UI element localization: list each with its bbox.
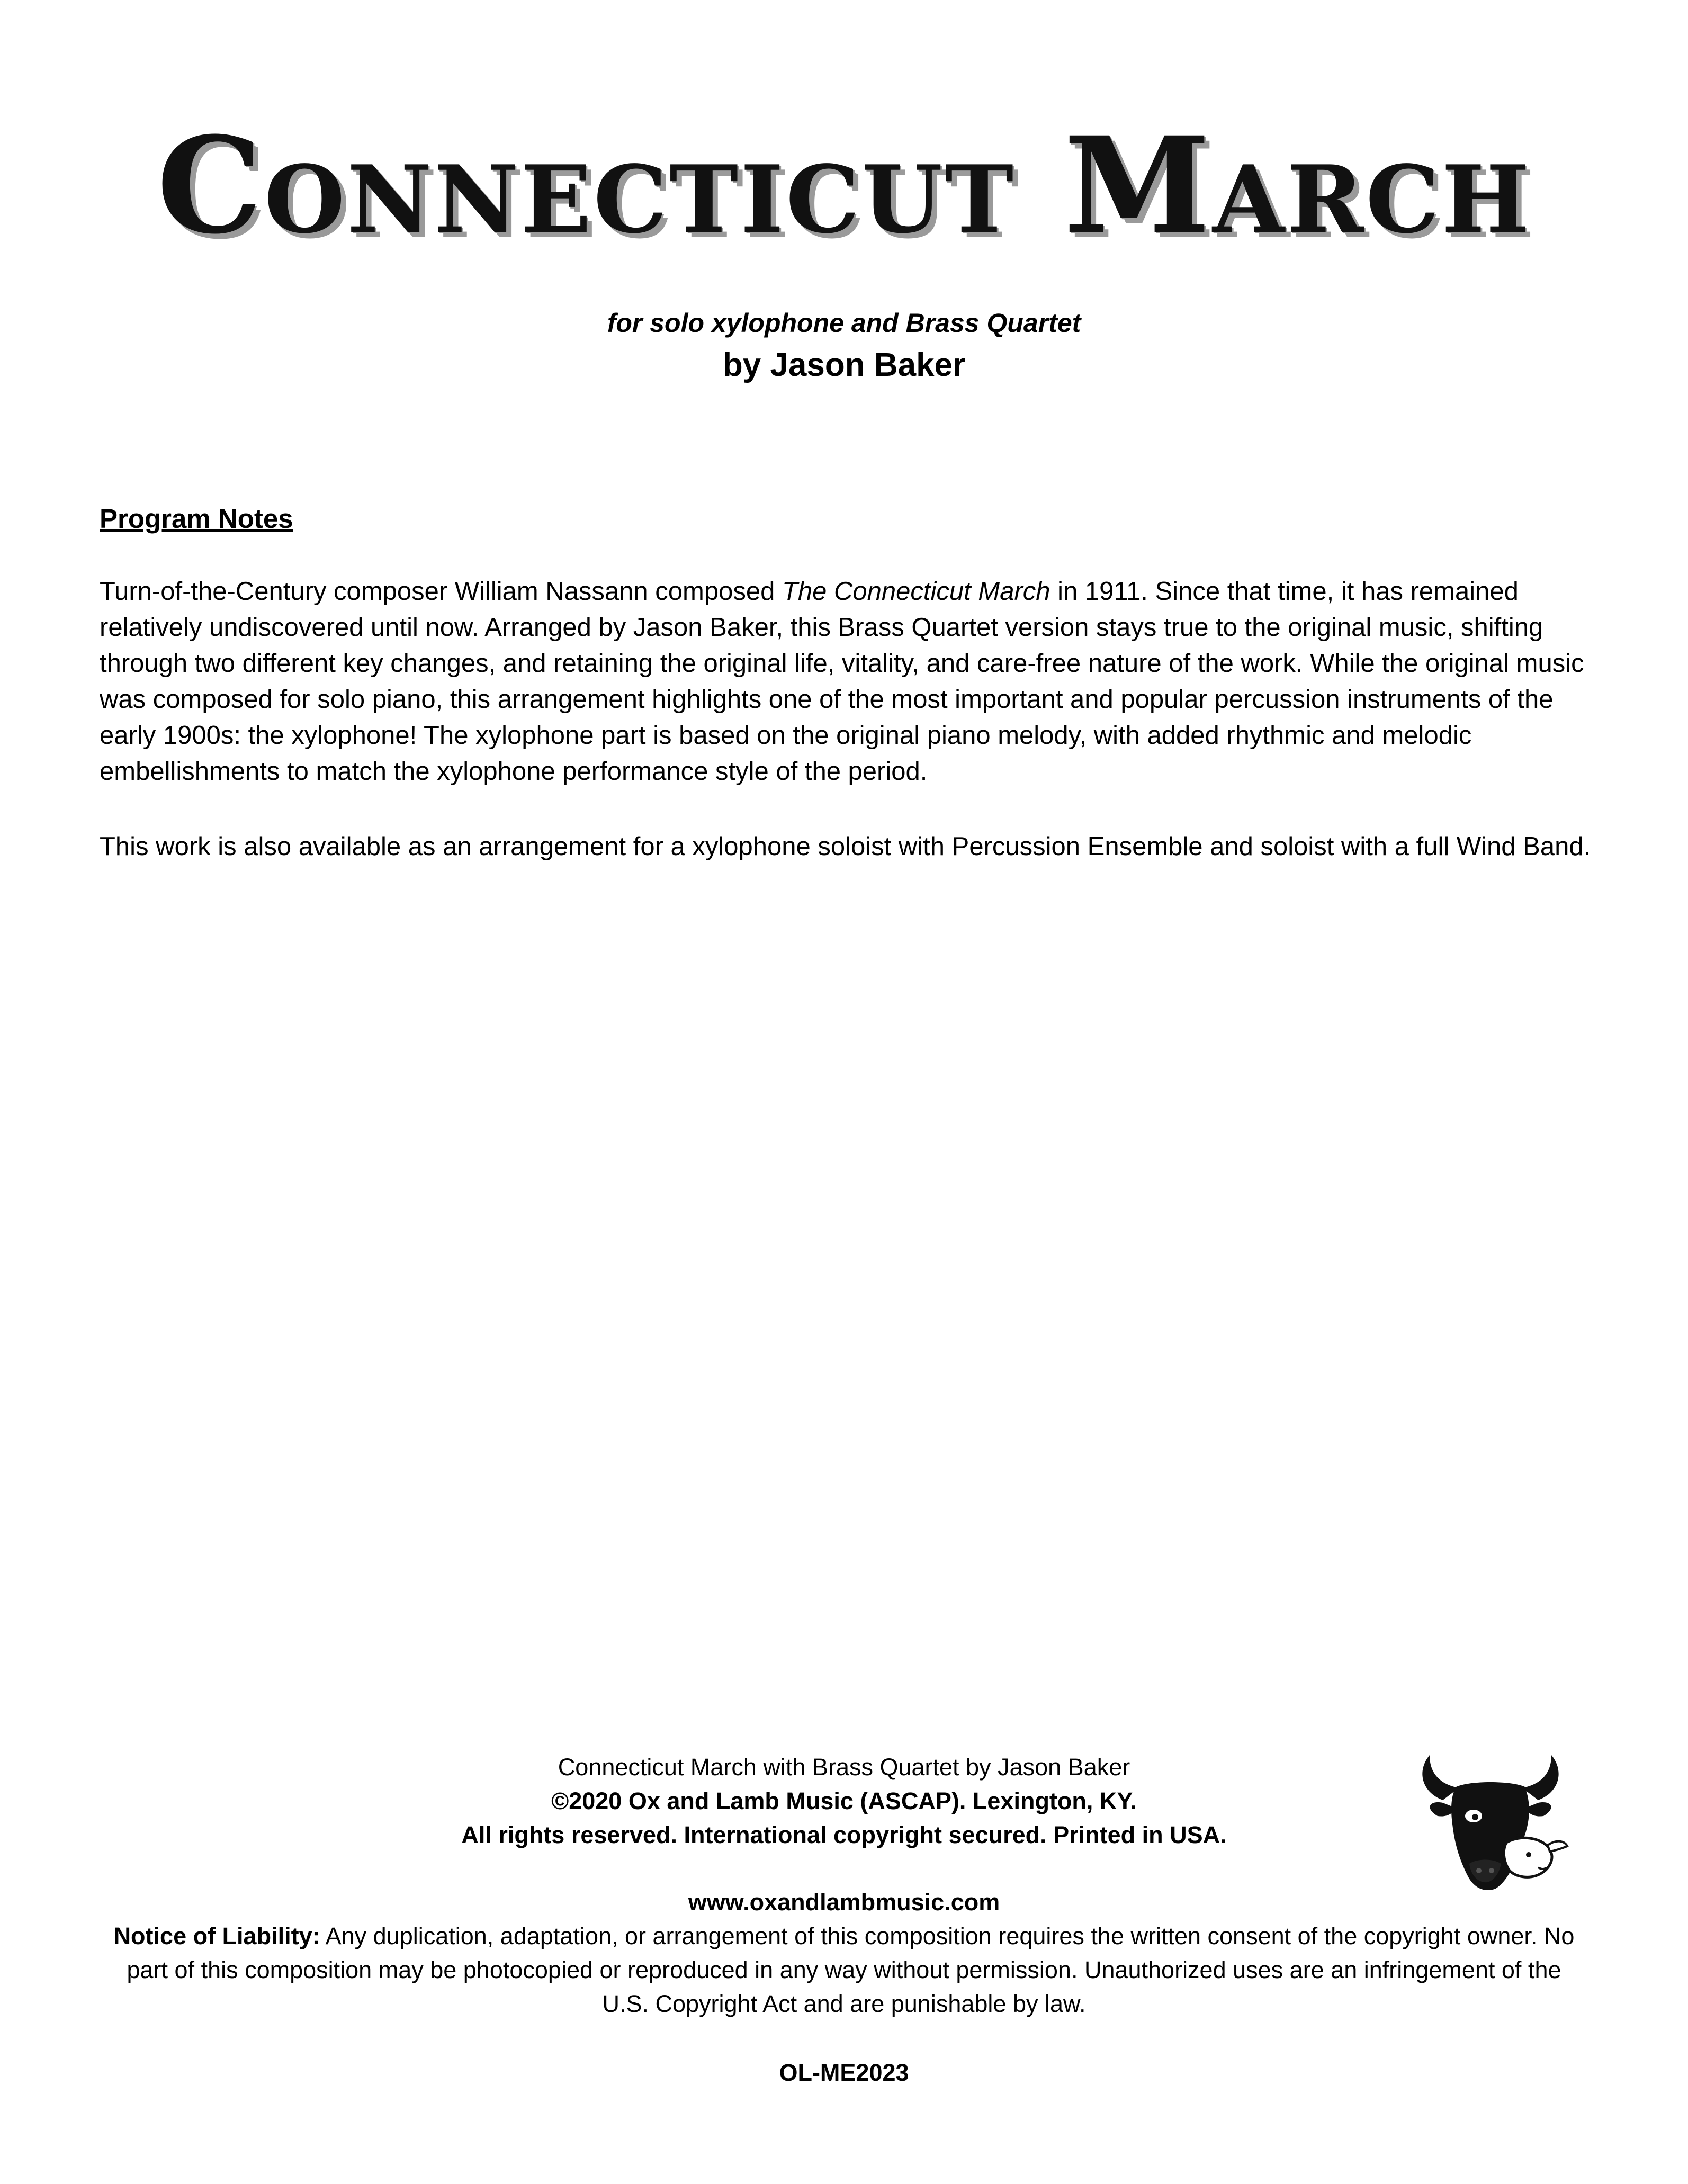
footer-notice-of-liability [106, 1919, 1582, 2021]
paragraph-2-text: This work is also available as an arrangement for a xylophone soloist with Percussion Ensemble and soloist with a full Wind Band. [100, 832, 1591, 861]
catalog-number: OL-ME2023 [779, 2059, 909, 2086]
ox-and-lamb-logo-icon [1406, 1750, 1575, 1898]
paragraph-1-text-start: Turn-of-the-Century composer William Nassann composed [100, 577, 782, 606]
notice-label: Notice of Liability: [113, 1922, 320, 1949]
footer-credit-line: Connecticut March with Brass Quartet by Jason Baker [558, 1754, 1130, 1781]
page-title: Connecticut March [157, 107, 1531, 263]
piece-title-italic: The Connecticut March [782, 577, 1050, 606]
program-notes-paragraph-1 [100, 573, 1598, 789]
author-line: by Jason Baker [722, 347, 966, 383]
footer-rights-line: All rights reserved. International copyright secured. Printed in USA. [461, 1821, 1227, 1848]
paragraph-1-text-end: in 1911. Since that time, it has remained relatively undiscovered until now. Arranged by Jason Baker, this Brass Quartet version stays true to the original music, shifting through two different key changes, and retaining the original life, vitality, and care-free nature of the work. While the original music was composed for solo piano, this arrangement highlights one of the most important and popular percussion instruments of the early 1900s: the xylophone! The xylophone part is based on the original piano melody, with added rhythmic and melodic embellishments to match the xylophone performance style of the period. [100, 577, 1584, 786]
notice-text: Any duplication, adaptation, or arrangement of this composition requires the written consent of the copyright owner. No part of this composition may be photocopied or reproduced in any way without permission. Unauthorized uses are an infringement of the U.S. Copyright Act and are punishable by law. [127, 1922, 1575, 2017]
footer-website: www.oxandlambmusic.com [688, 1889, 1000, 1916]
footer-copyright-line: ©2020 Ox and Lamb Music (ASCAP). Lexington, KY. [551, 1787, 1137, 1814]
program-notes-heading: Program Notes [100, 504, 293, 534]
program-notes-paragraph-2 [100, 829, 1598, 865]
subtitle: for solo xylophone and Brass Quartet [607, 308, 1081, 338]
